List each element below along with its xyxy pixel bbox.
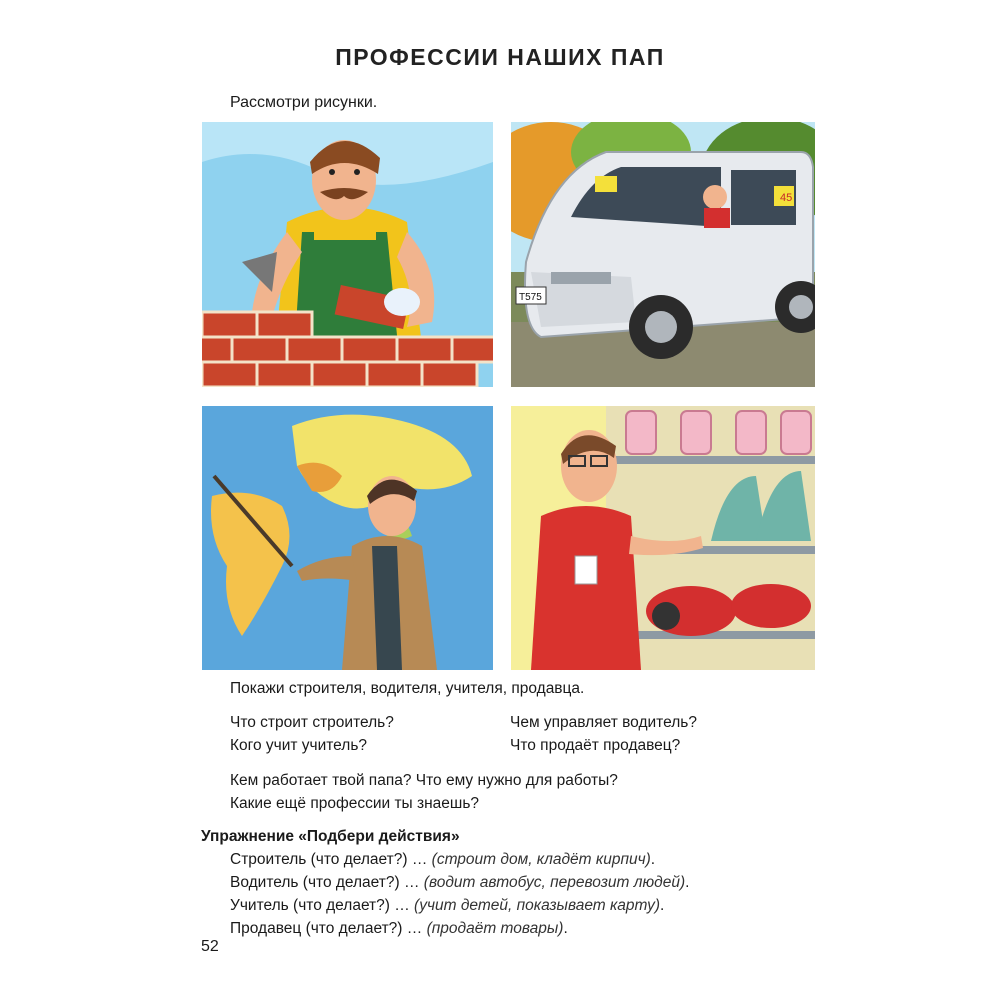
exercise-hint: (водит автобус, перевозит людей) <box>423 874 686 891</box>
page-title: ПРОФЕССИИ НАШИХ ПАП <box>335 44 665 70</box>
exercise-prompt: Учитель (что делает?) … <box>230 897 415 914</box>
exercise-end: . <box>650 851 656 868</box>
exercise-item-driver <box>230 874 689 892</box>
builder-illustration <box>202 122 493 387</box>
license-plate: Т575 <box>519 292 542 303</box>
teacher-with-map-illustration <box>202 406 493 670</box>
exercise-prompt: Строитель (что делает?) … <box>230 851 432 868</box>
page-number: 52 <box>201 938 219 955</box>
exercise-heading: Упражнение «Подбери действия» <box>201 828 460 845</box>
exercise-end: . <box>685 874 690 891</box>
exercise-item-builder <box>230 851 655 869</box>
exercise-hint: (продаёт товары) <box>426 920 564 937</box>
exercise-hint: (учит детей, показывает карту) <box>414 897 661 914</box>
exercise-item-teacher <box>230 897 664 915</box>
question-driver: Чем управляет водитель? <box>510 714 697 731</box>
show-prompt: Покажи строителя, водителя, учителя, продавца. <box>230 680 585 697</box>
about-dad-line-1: Кем работает твой папа? Что ему нужно для работы? <box>230 772 618 789</box>
exercise-end: . <box>660 897 665 914</box>
question-teacher: Кого учит учитель? <box>230 737 368 754</box>
exercise-prompt: Продавец (что делает?) … <box>230 920 427 937</box>
exercise-item-seller <box>230 920 568 938</box>
exercise-end: . <box>563 920 568 937</box>
shop-assistant-illustration <box>511 406 815 670</box>
minibus-driver-illustration <box>511 122 815 387</box>
question-seller: Что продаёт продавец? <box>510 737 681 754</box>
exercise-prompt: Водитель (что делает?) … <box>230 874 424 891</box>
about-dad-line-2: Какие ещё профессии ты знаешь? <box>230 795 480 812</box>
question-builder: Что строит строитель? <box>230 714 394 731</box>
instruction-text: Рассмотри рисунки. <box>230 94 378 111</box>
route-number: 45 <box>780 192 793 204</box>
exercise-hint: (строит дом, кладёт кирпич) <box>431 851 651 868</box>
